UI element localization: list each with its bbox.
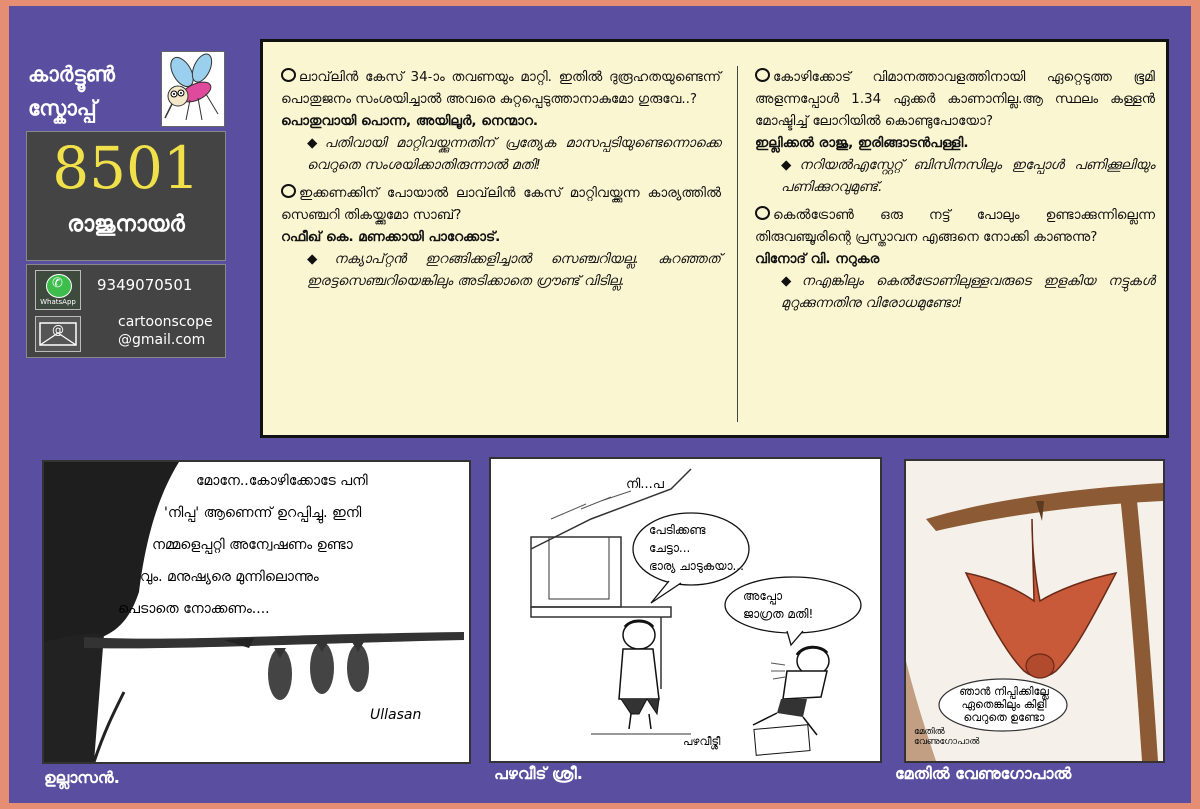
cartoon-panel-3 (904, 459, 1165, 763)
email-line2: @gmail.com (118, 332, 206, 348)
qa-answer: ◆ നഎങ്കിലും കെൽട്രോണിലുള്ളവരുടെ ഇളകിയ നട്ടുകൾ മുറുക്കുന്നതിനു വിരോധമുണ്ടോ! (781, 273, 1155, 311)
qa-column-right (755, 66, 1155, 320)
bubble-text-line: ഏതെങ്കിലും കിളി (961, 698, 1047, 711)
qa-question: കെൽട്രോൺ ഒരു നട്ട് പോലും ഉണ്ടാക്കുന്നില്ലെന്ന തിരുവഞ്ചൂരിന്റെ പ്രസ്താവന എങ്ങനെ നോക്കി കാണുന്നു? (755, 207, 1155, 245)
bubble-text-line: ചേട്ടാ... (649, 541, 691, 555)
speech-bubble-1 (649, 521, 744, 575)
bubble-text-line: അപ്പോ (743, 589, 783, 603)
qa-question: കോഴിക്കോട് വിമാനത്താവളത്തിനായി ഏറ്റെടുത്ത ഭൂമി അളന്നപ്പോൾ 1.34 ഏക്കർ കാണാനില്ല.ആ സ്ഥലം കള്ളൻ മോഷ്ടിച്ച് ലോറിയിൽ കൊണ്ടുപോയോ? (755, 69, 1155, 129)
cartoonist-signature: പഴവീട്ശ്രീ (683, 735, 721, 748)
qa-question: ഇക്കണക്കിന് പോയാൽ ലാവ്‌ലിൻ കേസ് മാറ്റിവയ്ക്കുന്ന കാര്യത്തിൽ സെഞ്ചറി തികയ്ക്കുമോ സാബ്? (281, 185, 721, 223)
svg-text:@: @ (52, 323, 64, 337)
cartoon-panel-1 (42, 460, 471, 764)
speech-bubble (952, 685, 1056, 724)
email-line1: cartoonscope (118, 314, 213, 330)
qa-answer: ◆ പതിവായി മാറ്റിവയ്ക്കുന്നതിന് പ്രത്യേക മാസപ്പടിയുണ്ടെന്നൊക്കെ വെറുതെ സംശയിക്കാതിരുന്നാൽ മതി! (307, 135, 722, 173)
cartoon-caption-3: മേതിൽ വേണുഗോപാൽ (895, 764, 1072, 783)
qa-question: ലാവ്‌ലിൻ കേസ് 34-ാം തവണയും മാറ്റി. ഇതിൽ ദുരൂഹതയുണ്ടെന്ന് പൊതുജനം സംശയിച്ചാൽ അവരെ കുറ്റപ്പെടുത്താനാകുമോ ഗുരുവേ..? (281, 69, 721, 107)
cartoon-text-line: നമ്മളെപ്പറ്റി അന്വേഷണം ഉണ്ടാ (152, 537, 353, 553)
qa-answer: ◆ നക്യാപ്റ്റൻ ഇറങ്ങിക്കളിച്ചാൽ സെഞ്ചറിയല്ല. കുറഞ്ഞത് ഇരട്ടസെഞ്ചറിയെങ്കിലും അടിക്കാതെ ഗ്രൗണ്ട് വിടില്ല. (307, 251, 721, 289)
cartoon-text-line: 'നിപ്പ' ആണെന്ന് ഉറപ്പിച്ചു. ഇനി (164, 505, 362, 521)
column-divider (737, 66, 738, 422)
qa-asker: ഇല്ലിക്കൽ രാജു, ഇരിങ്ങാടൻപള്ളി. (755, 135, 969, 151)
qa-asker: വിനോദ് വി. നറുകര (755, 251, 880, 267)
cartoonist-signature: മേതിൽ വേണുഗോപാൽ (914, 727, 980, 747)
bullet-diamond-icon: ◆ (307, 135, 323, 151)
column-title-line2: സ്കോപ്പ് (28, 96, 97, 120)
bubble-text-line: ജാഗ്രത മതി! (743, 607, 814, 621)
column-title: കാർട്ടൂൺ (28, 62, 116, 86)
phone-number: 9349070501 (97, 276, 193, 294)
bullet-ring-icon (755, 206, 770, 220)
number-box (26, 131, 226, 261)
qa-column-left (281, 66, 721, 298)
bullet-diamond-icon: ◆ (781, 273, 800, 289)
cartoon-text-line: മോനേ..കോഴിക്കോടേ പനി (196, 473, 368, 489)
email-icon (35, 316, 81, 352)
bubble-text-line: ഭാര്യ ചാടുകയാ... (649, 559, 744, 573)
cartoon-caption-1: ഉല്ലാസൻ. (44, 768, 120, 787)
speech-bubble-2 (743, 587, 813, 623)
bubble-text-line: ഞാൻ നിപ്പിക്കില്ലേ (959, 685, 1049, 698)
contact-box (26, 264, 226, 358)
bullet-diamond-icon: ◆ (781, 157, 798, 173)
column-number: 8501 (52, 134, 200, 202)
sign-text: നി...പ (626, 477, 664, 492)
qa-asker: റഫീഖ് കെ. മണക്കായി പാറേക്കാട്. (281, 229, 501, 245)
editor-name: രാജുനായർ (67, 212, 185, 237)
bullet-diamond-icon: ◆ (307, 251, 333, 267)
qa-answer: ◆ നറിയൽഎസ്റ്റേറ്റ് ബിസിനസിലും ഇപ്പോൾ പണിക്കൂലിയും പണിക്കുറവുമുണ്ട്. (781, 157, 1155, 195)
bubble-text-line: പേടിക്കണ്ട (649, 523, 706, 537)
cartoon-panel-2 (489, 457, 882, 763)
bullet-ring-icon (281, 184, 296, 198)
bullet-ring-icon (281, 68, 296, 82)
mosquito-logo-icon (161, 51, 225, 127)
cartoon-caption-2: പഴവീട് ശ്രീ. (494, 764, 583, 783)
whatsapp-icon: ✆ WhatsApp (35, 270, 81, 310)
qa-asker: പൊതുവായി പൊന്ന, അയിലൂർ, നെന്മാറ. (281, 113, 539, 129)
cartoonist-signature: Ullasan (370, 707, 422, 723)
qa-box (260, 39, 1169, 438)
bubble-text-line: വെറുതെ ഉണ്ടോ (963, 711, 1045, 724)
cartoon-text-line: പെടാതെ നോക്കണം.... (118, 601, 270, 617)
cartoon-text-line: വും. മനുഷ്യരെ മുന്നിലൊന്നും (140, 569, 319, 585)
bullet-ring-icon (755, 68, 770, 82)
whatsapp-label: WhatsApp (40, 298, 76, 306)
